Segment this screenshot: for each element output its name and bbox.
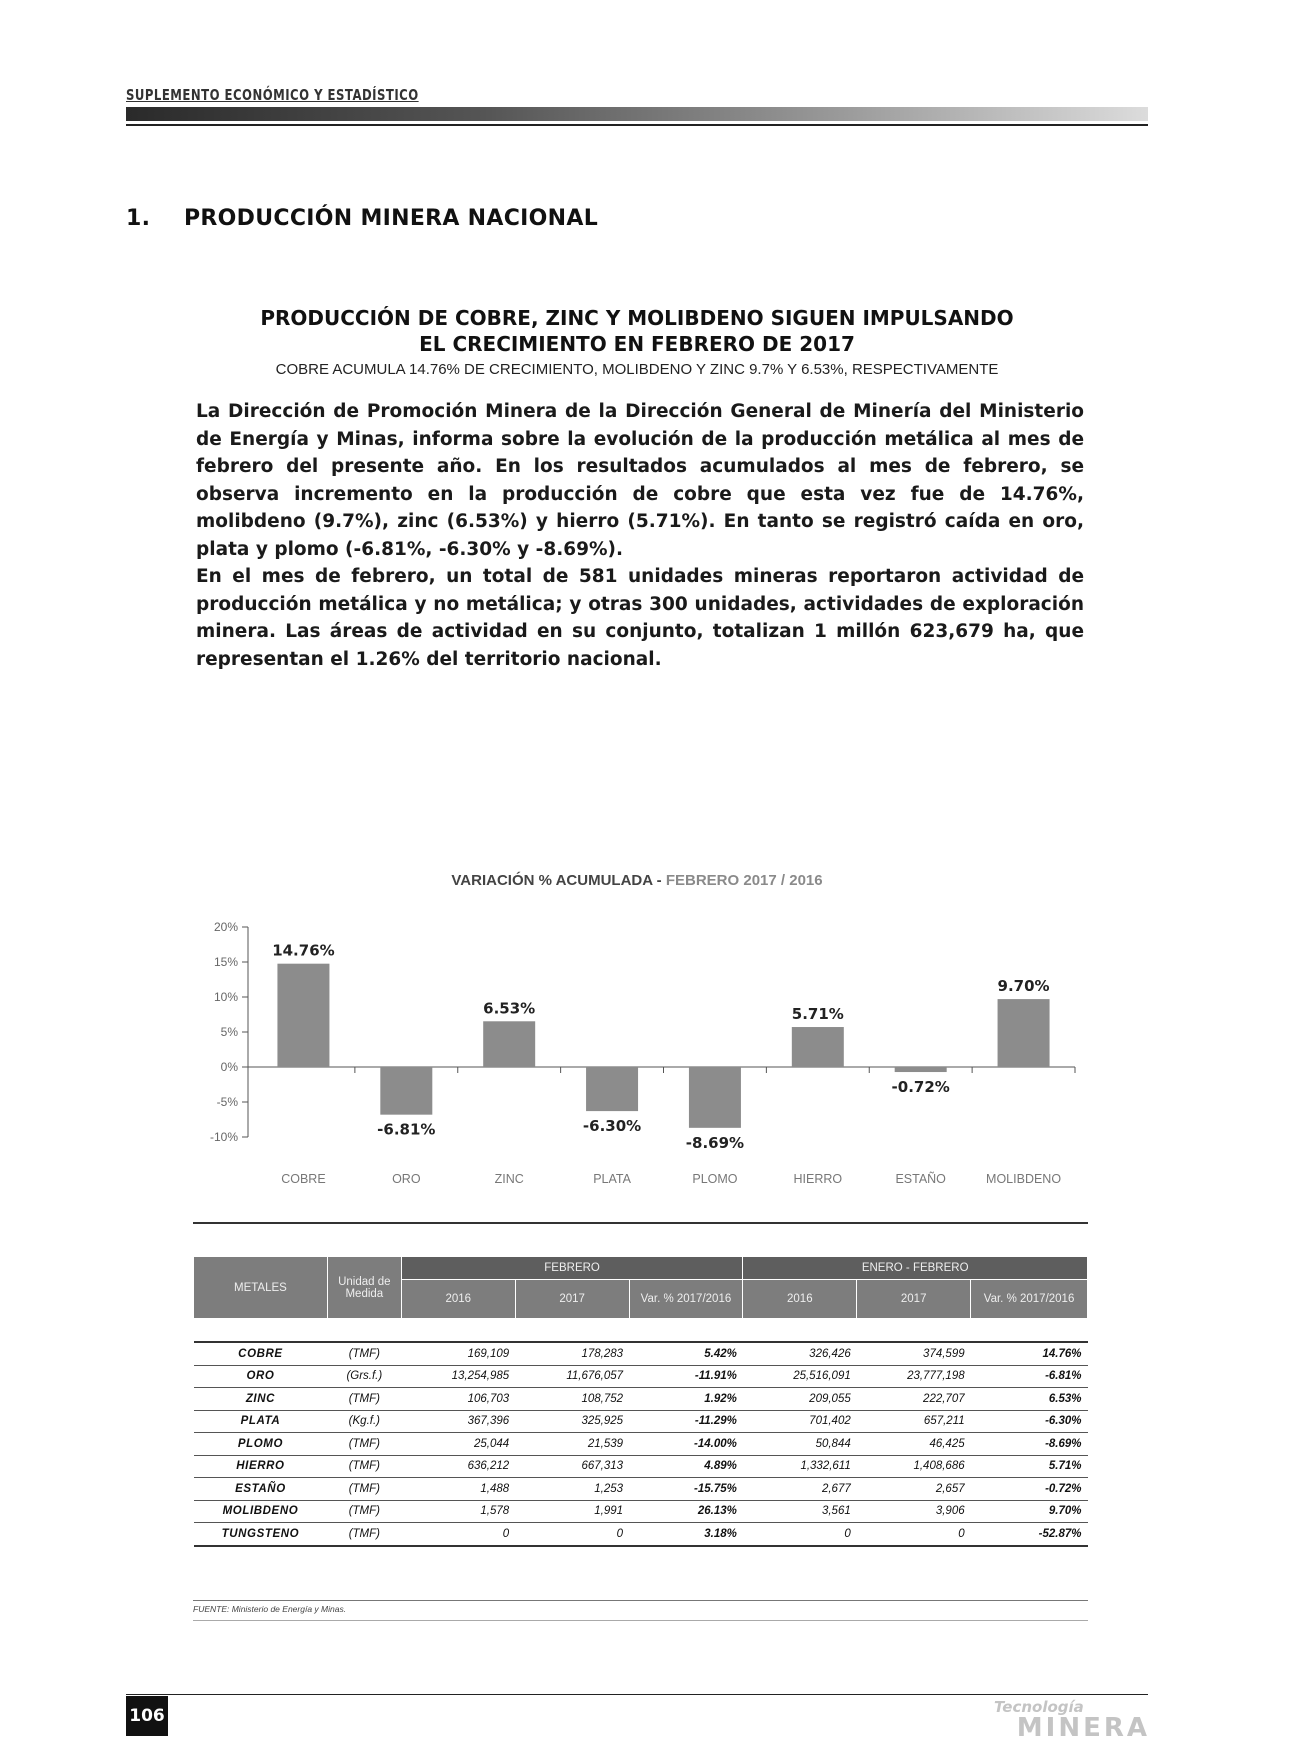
table-cell-e2016: 1,332,611 <box>743 1455 857 1478</box>
chart-title-highlight: FEBRERO 2017 / 2016 <box>665 872 823 889</box>
table-cell-f2017: 108,752 <box>515 1388 629 1411</box>
table-cell-fvar: -11.91% <box>629 1365 743 1388</box>
table-cell-e2016: 701,402 <box>743 1410 857 1433</box>
bar-hierro <box>792 1027 844 1067</box>
bar-molibdeno <box>998 999 1050 1067</box>
table-cell-evar: 6.53% <box>971 1388 1088 1411</box>
table-cell-e2017: 3,906 <box>857 1500 971 1523</box>
table-cell-unit: (TMF) <box>327 1388 401 1411</box>
table-cell-f2017: 1,253 <box>515 1478 629 1501</box>
table-row <box>194 1433 1088 1456</box>
table-cell-unit: (TMF) <box>327 1455 401 1478</box>
table-row <box>194 1410 1088 1433</box>
table-cell-e2016: 0 <box>743 1523 857 1546</box>
section-title-text: PRODUCCIÓN MINERA NACIONAL <box>184 206 599 231</box>
table-row <box>194 1342 1088 1365</box>
y-tick-label: 10% <box>213 990 238 1004</box>
table-row <box>194 1365 1088 1388</box>
table-cell-e2017: 0 <box>857 1523 971 1546</box>
table-source-note: FUENTE: Ministerio de Energía y Minas. <box>193 1604 347 1614</box>
data-label: 14.76% <box>272 941 335 960</box>
header-febrero: FEBRERO <box>401 1257 743 1280</box>
table-cell-f2017: 325,925 <box>515 1410 629 1433</box>
article-subheadline: COBRE ACUMULA 14.76% DE CRECIMIENTO, MOLIBDENO Y ZINC 9.7% Y 6.53%, RESPECTIVAMENTE <box>275 361 999 378</box>
header-feb-var: Var. % 2017/2016 <box>629 1280 743 1319</box>
source-rule-bottom <box>193 1620 1088 1621</box>
table-cell-f2016: 106,703 <box>401 1388 515 1411</box>
category-label: PLATA <box>593 1172 631 1186</box>
table-cell-evar: 5.71% <box>971 1455 1088 1478</box>
table-cell-e2017: 222,707 <box>857 1388 971 1411</box>
table-cell-fvar: -11.29% <box>629 1410 743 1433</box>
footer-rule <box>126 1694 1148 1695</box>
table-cell-evar: -0.72% <box>971 1478 1088 1501</box>
table-cell-fvar: -14.00% <box>629 1433 743 1456</box>
table-cell-evar: -6.30% <box>971 1410 1088 1433</box>
table-cell-e2017: 46,425 <box>857 1433 971 1456</box>
y-tick-label: -10% <box>209 1130 238 1144</box>
table-row <box>194 1500 1088 1523</box>
data-label: 5.71% <box>791 1005 844 1024</box>
category-label: MOLIBDENO <box>986 1172 1062 1186</box>
table-cell-unit: (TMF) <box>327 1500 401 1523</box>
category-label: HIERRO <box>793 1172 843 1186</box>
bar-plomo <box>689 1067 741 1128</box>
table-cell-metal: COBRE <box>194 1342 328 1365</box>
table-cell-unit: (TMF) <box>327 1433 401 1456</box>
table-cell-unit: (Grs.f.) <box>327 1365 401 1388</box>
brand-logo <box>984 1700 1150 1741</box>
chart-title-main: VARIACIÓN % ACUMULADA - <box>451 872 666 889</box>
category-label: ESTAÑO <box>895 1172 946 1186</box>
y-tick-label: 15% <box>213 955 238 969</box>
table-cell-fvar: 26.13% <box>629 1500 743 1523</box>
table-cell-fvar: 5.42% <box>629 1342 743 1365</box>
bar-cobre <box>277 964 329 1067</box>
header-feb-2016: 2016 <box>401 1280 515 1319</box>
table-cell-f2016: 636,212 <box>401 1455 515 1478</box>
brand-line-1: Tecnología <box>994 1698 1084 1716</box>
table-cell-metal: PLOMO <box>194 1433 328 1456</box>
data-label: -0.72% <box>891 1078 950 1097</box>
category-label: ORO <box>392 1172 421 1186</box>
header-ef-2017: 2017 <box>857 1280 971 1319</box>
table-row <box>194 1388 1088 1411</box>
table-cell-f2016: 13,254,985 <box>401 1365 515 1388</box>
table-cell-fvar: 1.92% <box>629 1388 743 1411</box>
data-label: 6.53% <box>483 999 536 1018</box>
header-gradient-bar <box>126 107 1148 121</box>
table-cell-evar: -52.87% <box>971 1523 1088 1546</box>
table-cell-e2016: 326,426 <box>743 1342 857 1365</box>
article-paragraph-1: La Dirección de Promoción Minera de la Dirección General de Minería del Ministerio de Energía y Minas, informa sobre la evolución de la producción metálica al mes de febrero del presente año. En los resultados acumulados al mes de febrero, se observa incremento en la producción de cobre que esta vez fue de 14.76%, molibdeno (9.7%), zinc (6.53%) y hierro (5.71%). En tanto se registró caída en oro, plata y plomo (-6.81%, -6.30% y -8.69%). <box>196 401 1084 560</box>
table-cell-f2016: 367,396 <box>401 1410 515 1433</box>
table-cell-e2017: 374,599 <box>857 1342 971 1365</box>
table-cell-evar: -8.69% <box>971 1433 1088 1456</box>
table-cell-f2016: 0 <box>401 1523 515 1546</box>
data-label: -8.69% <box>685 1133 745 1152</box>
category-label: PLOMO <box>692 1172 738 1186</box>
bar-oro <box>380 1067 432 1115</box>
article-headline-line1: PRODUCCIÓN DE COBRE, ZINC Y MOLIBDENO SIGUEN IMPULSANDO <box>260 306 1014 330</box>
table-row <box>194 1455 1088 1478</box>
table-cell-evar: 14.76% <box>971 1342 1088 1365</box>
table-cell-fvar: 3.18% <box>629 1523 743 1546</box>
table-cell-e2017: 23,777,198 <box>857 1365 971 1388</box>
table-cell-metal: ORO <box>194 1365 328 1388</box>
table-cell-f2017: 21,539 <box>515 1433 629 1456</box>
table-cell-f2017: 1,991 <box>515 1500 629 1523</box>
header-metales: METALES <box>194 1257 328 1319</box>
variation-bar-chart <box>190 905 1090 1205</box>
bar-zinc <box>483 1021 535 1067</box>
section-number: 1. <box>126 206 151 231</box>
table-spacer-row <box>194 1319 1088 1343</box>
table-cell-f2016: 1,488 <box>401 1478 515 1501</box>
table-cell-e2017: 657,211 <box>857 1410 971 1433</box>
table-cell-e2016: 209,055 <box>743 1388 857 1411</box>
table-cell-f2016: 169,109 <box>401 1342 515 1365</box>
table-cell-metal: ESTAÑO <box>194 1478 328 1501</box>
section-title <box>126 206 598 231</box>
header-rule <box>126 124 1148 126</box>
table-cell-fvar: 4.89% <box>629 1455 743 1478</box>
table-cell-evar: -6.81% <box>971 1365 1088 1388</box>
y-tick-label: 5% <box>220 1025 238 1039</box>
table-cell-e2016: 2,677 <box>743 1478 857 1501</box>
header-ef-var: Var. % 2017/2016 <box>971 1280 1088 1319</box>
table-cell-metal: HIERRO <box>194 1455 328 1478</box>
bar-estaño <box>895 1067 947 1072</box>
table-cell-e2016: 25,516,091 <box>743 1365 857 1388</box>
data-label: -6.81% <box>377 1120 436 1139</box>
table-cell-fvar: -15.75% <box>629 1478 743 1501</box>
page-number: 106 <box>126 1696 168 1736</box>
table-cell-unit: (Kg.f.) <box>327 1410 401 1433</box>
bar-plata <box>586 1067 638 1111</box>
header-ef-2016: 2016 <box>743 1280 857 1319</box>
y-tick-label: -5% <box>216 1095 238 1109</box>
article-paragraph-2: En el mes de febrero, un total de 581 unidades mineras reportaron actividad de producción metálica y no metálica; y otras 300 unidades, actividades de exploración minera. Las áreas de actividad en su conjunto, totalizan 1 millón 623,679 ha, que representan el 1.26% del territorio nacional. <box>196 566 1084 670</box>
production-table <box>193 1256 1088 1547</box>
table-cell-metal: MOLIBDENO <box>194 1500 328 1523</box>
table-cell-f2017: 0 <box>515 1523 629 1546</box>
article-body <box>196 398 1084 673</box>
y-tick-label: 0% <box>220 1060 238 1074</box>
header-enero-febrero: ENERO - FEBRERO <box>743 1257 1088 1280</box>
article-headline-line2: EL CRECIMIENTO EN FEBRERO DE 2017 <box>419 332 855 356</box>
table-cell-e2016: 50,844 <box>743 1433 857 1456</box>
running-header-title: SUPLEMENTO ECONÓMICO Y ESTADÍSTICO <box>126 86 419 104</box>
source-rule <box>193 1600 1088 1601</box>
table-cell-f2017: 178,283 <box>515 1342 629 1365</box>
data-label: 9.70% <box>997 977 1050 996</box>
table-cell-f2017: 11,676,057 <box>515 1365 629 1388</box>
table-top-rule <box>193 1222 1088 1224</box>
table-cell-unit: (TMF) <box>327 1342 401 1365</box>
table-cell-f2017: 667,313 <box>515 1455 629 1478</box>
table-cell-e2016: 3,561 <box>743 1500 857 1523</box>
data-label: -6.30% <box>582 1117 642 1136</box>
table-row <box>194 1478 1088 1501</box>
table-cell-metal: ZINC <box>194 1388 328 1411</box>
table-cell-f2016: 1,578 <box>401 1500 515 1523</box>
table-cell-unit: (TMF) <box>327 1478 401 1501</box>
table-row <box>194 1523 1088 1546</box>
table-cell-metal: TUNGSTENO <box>194 1523 328 1546</box>
header-feb-2017: 2017 <box>515 1280 629 1319</box>
brand-line-2: MINERA <box>1016 1713 1150 1743</box>
chart-title <box>126 872 1148 889</box>
table-cell-e2017: 1,408,686 <box>857 1455 971 1478</box>
header-unidad: Unidad de Medida <box>327 1257 401 1319</box>
category-label: COBRE <box>281 1172 326 1186</box>
table-cell-e2017: 2,657 <box>857 1478 971 1501</box>
table-cell-unit: (TMF) <box>327 1523 401 1546</box>
table-cell-evar: 9.70% <box>971 1500 1088 1523</box>
category-label: ZINC <box>494 1172 524 1186</box>
table-cell-f2016: 25,044 <box>401 1433 515 1456</box>
y-tick-label: 20% <box>213 920 238 934</box>
table-cell-metal: PLATA <box>194 1410 328 1433</box>
